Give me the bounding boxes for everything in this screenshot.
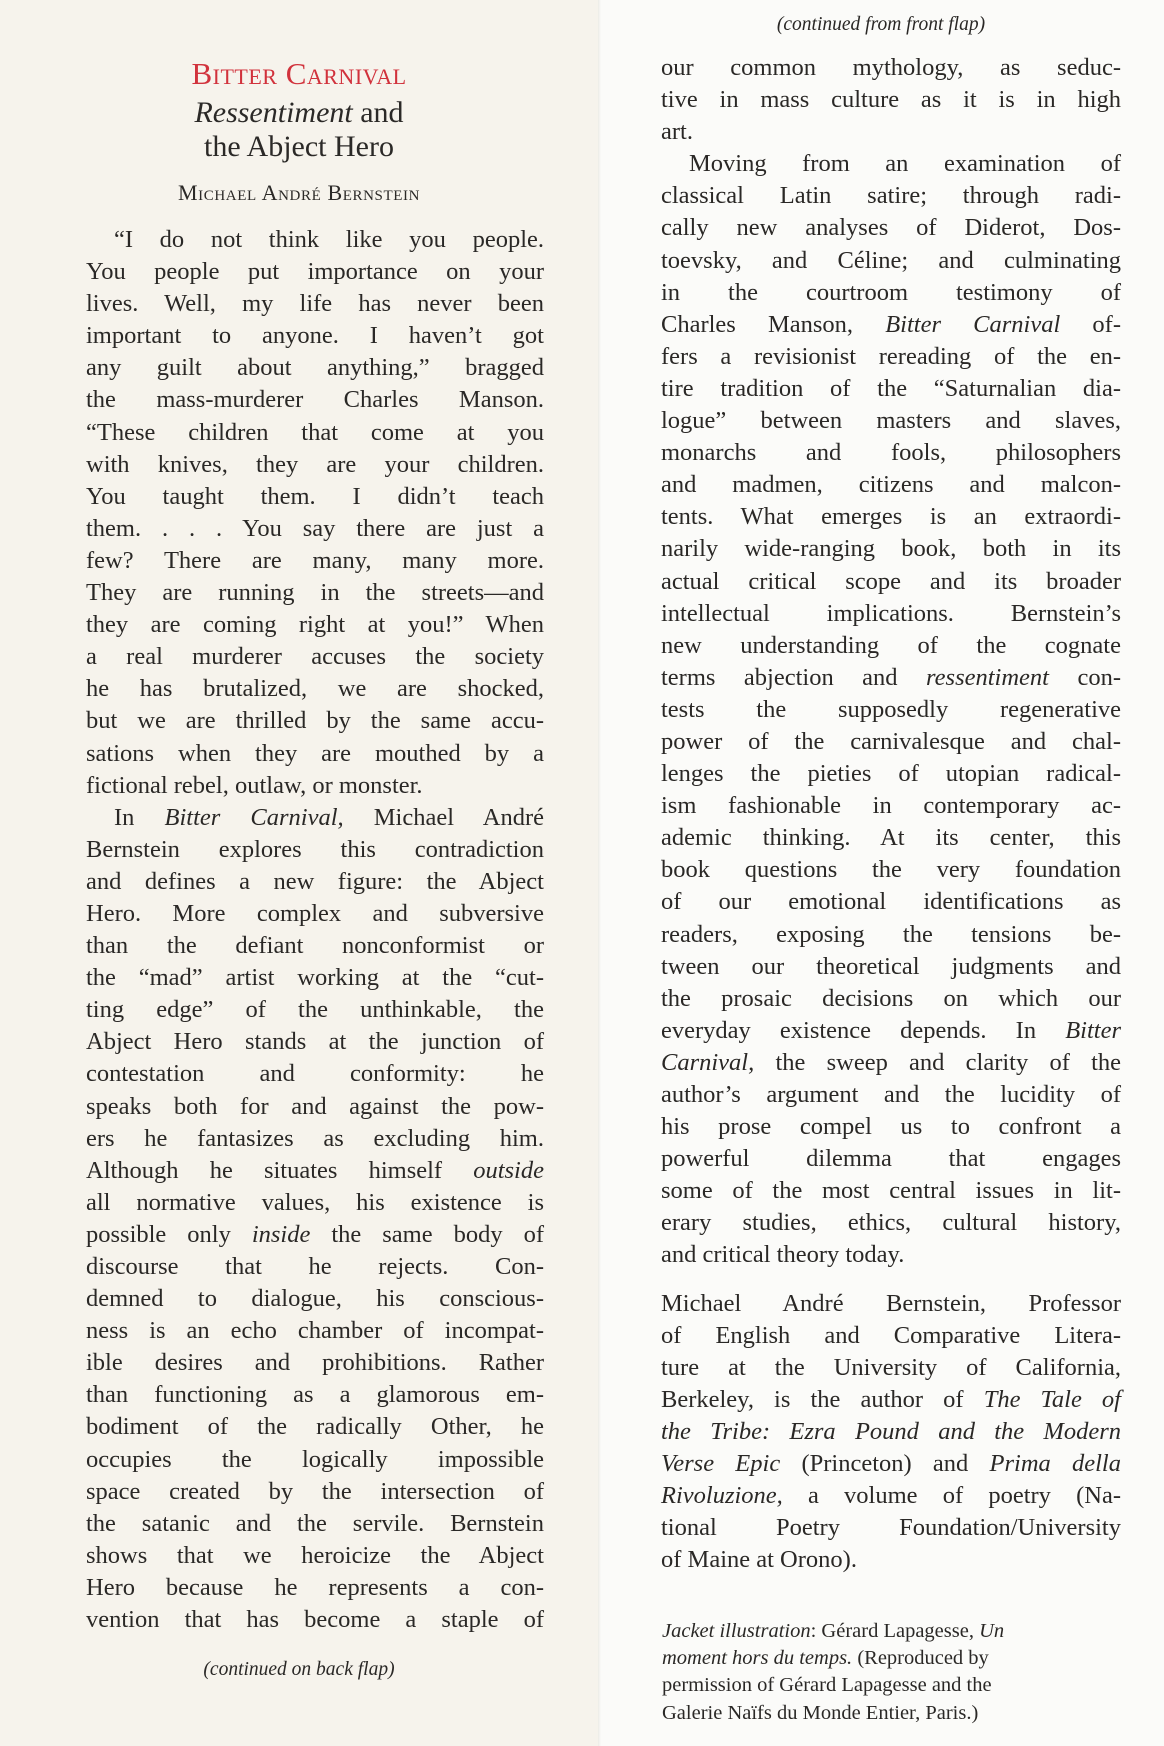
text-line: discourse that he rejects. Con- [86,1253,544,1280]
text-line: all normative values, his existence is [86,1188,544,1216]
text-line: You taught them. I didn’t teach [86,482,544,510]
text-line: terms abjection and ressentiment con- [661,663,1121,691]
text-line: sations when they are mouthed by a [86,739,544,767]
text-line: book questions the very foundation [661,856,1121,884]
text-line: occupies the logically impossible [86,1445,544,1473]
text-line: ademic thinking. At its center, this [661,824,1121,852]
jacket-illustration-credit [662,1618,1132,1727]
text-line: “These children that come at you [86,418,544,446]
text-line: and critical theory today. [661,1241,905,1269]
subtitle-italic: Ressentiment [194,96,353,129]
text-line: ism fashionable in contemporary ac- [661,792,1121,820]
text-line: shows that we heroicize the Abject [86,1541,544,1569]
text-line: Berkeley, is the author of The Tale of [661,1385,1121,1413]
text-line: of English and Comparative Litera- [661,1321,1121,1349]
text-line: author’s argument and the lucidity of [661,1081,1121,1108]
back-flap-description [661,52,1121,1272]
text-line: tional Poetry Foundation/University [661,1514,1121,1542]
text-line: ture at the University of California, [661,1353,1121,1381]
text-line: tive in mass culture as it is in high [661,86,1121,114]
text-line: speaks both for and against the pow- [86,1092,544,1120]
text-line: they are coming right at you!” When [86,611,544,639]
text-line: fers a revisionist rereading of the en- [661,342,1121,370]
text-line: narily wide-ranging book, both in its [661,535,1121,563]
text-line: classical Latin satire; through radi- [661,182,1121,210]
text-line: tents. What emerges is an extraordi- [661,503,1121,531]
text-line: tween our theoretical judgments and [661,952,1121,980]
text-line: Although he situates himself outside [86,1156,544,1184]
text-line: tests the supposedly regenerative [661,695,1121,723]
text-line: Hero. More complex and subversive [86,899,544,927]
text-line: with knives, they are your children. [86,450,544,478]
text-line: any guilt about anything,” bragged [86,354,544,382]
text-line: logue” between masters and slaves, [661,407,1121,435]
text-line: important to anyone. I haven’t got [86,322,544,350]
text-line: In Bitter Carnival, Michael André [114,803,544,831]
continued-on-back-note: (continued on back flap) [203,1659,395,1680]
text-line: them. . . . You say there are just a [86,514,544,542]
book-subtitle [0,96,598,164]
text-line: Jacket illustration: Gérard Lapagesse, Un [662,1620,1005,1642]
text-line: the mass-murderer Charles Manson. [86,386,544,414]
text-line: Charles Manson, Bitter Carnival of- [661,310,1121,338]
text-line: Moving from an examination of [689,150,1121,178]
text-line: and madmen, citizens and malcon- [661,471,1121,499]
text-line: possible only inside the same body of [86,1220,544,1248]
text-line: the “mad” artist working at the “cut- [86,964,544,992]
text-line: he has brutalized, we are shocked, [86,675,544,703]
author-name: Michael André Bernstein [177,180,421,205]
text-line: our common mythology, as seduc- [661,54,1121,81]
text-line: Carnival, the sweep and clarity of the [661,1048,1121,1076]
text-line: contestation and conformity: he [86,1060,544,1088]
text-line: new understanding of the cognate [661,631,1121,659]
text-line: space created by the intersection of [86,1477,544,1505]
subtitle-rest: and [352,96,404,129]
back-flap-body [661,52,1121,1576]
text-line: ible desires and prohibitions. Rather [86,1349,544,1377]
text-line: moment hors du temps. (Reproduced by [662,1647,989,1670]
text-line: the prosaic decisions on which our [661,984,1121,1012]
text-line: his prose compel us to confront a [661,1113,1121,1141]
text-line: fictional rebel, outlaw, or monster. [86,771,423,799]
continued-from-front-note: (continued from front flap) [776,14,986,35]
text-line: Verse Epic (Princeton) and Prima della [661,1450,1121,1478]
text-line: bodiment of the radically Other, he [86,1413,544,1441]
text-line: vention that has become a staple of [86,1606,544,1634]
text-line: a real murderer accuses the society [86,643,544,671]
text-line: of our emotional identifications as [661,888,1121,916]
text-line: everyday existence depends. In Bitter [661,1016,1121,1044]
text-line: power of the carnivalesque and chal- [661,727,1121,755]
text-line: Abject Hero stands at the junction of [86,1028,544,1056]
text-line: toevsky, and Céline; and culminating [661,246,1121,274]
text-line: the satanic and the servile. Bernstein [86,1509,544,1537]
text-line: intellectual implications. Bernstein’s [661,599,1121,627]
subtitle-line-1 [0,96,598,130]
text-line: than the defiant nonconformist or [86,932,544,960]
text-line: cally new analyses of Diderot, Dos- [661,214,1121,242]
text-line: lives. Well, my life has never been [86,290,544,318]
text-line: ting edge” of the unthinkable, the [86,996,544,1024]
text-line: powerful dilemma that engages [661,1145,1121,1173]
text-line: Bernstein explores this contradiction [86,835,544,863]
text-line: art. [661,118,693,146]
author-bio [661,1288,1121,1577]
text-line: Michael André Bernstein, Professor [661,1289,1121,1317]
text-line: Galerie Naïfs du Monde Entier, Paris.) [662,1701,979,1724]
text-line: monarchs and fools, philosophers [661,439,1121,467]
text-line: readers, exposing the tensions be- [661,920,1121,948]
text-line: the Tribe: Ezra Pound and the Modern [661,1417,1121,1445]
subtitle-line-2: the Abject Hero [204,130,394,163]
text-line: “I do not think like you people. [114,226,544,253]
text-line: than functioning as a glamorous em- [86,1381,544,1409]
text-line: You people put importance on your [86,258,544,286]
text-line: lenges the pieties of utopian radical- [661,760,1121,788]
text-line: few? There are many, many more. [86,546,544,574]
text-line: Rivoluzione, a volume of poetry (Na- [661,1482,1121,1510]
text-line: actual critical scope and its broader [661,567,1121,595]
text-line: They are running in the streets—and [86,579,544,607]
book-title: Bitter Carnival [191,56,407,91]
text-line: demned to dialogue, his conscious- [86,1285,544,1313]
text-line: ers he fantasizes as excluding him. [86,1124,544,1152]
text-line: and defines a new figure: the Abject [86,867,544,895]
text-line: tire tradition of the “Saturnalian dia- [661,374,1121,402]
text-line: some of the most central issues in lit- [661,1177,1121,1205]
text-line: permission of Gérard Lapagesse and the [662,1674,992,1697]
text-line: erary studies, ethics, cultural history, [661,1209,1121,1237]
text-line: but we are thrilled by the same accu- [86,707,544,735]
text-line: Hero because he represents a con- [86,1573,544,1601]
front-flap-body [86,224,544,1636]
text-line: of Maine at Orono). [661,1546,857,1574]
text-line: in the courtroom testimony of [661,278,1121,306]
text-line: ness is an echo chamber of incompat- [86,1317,544,1345]
